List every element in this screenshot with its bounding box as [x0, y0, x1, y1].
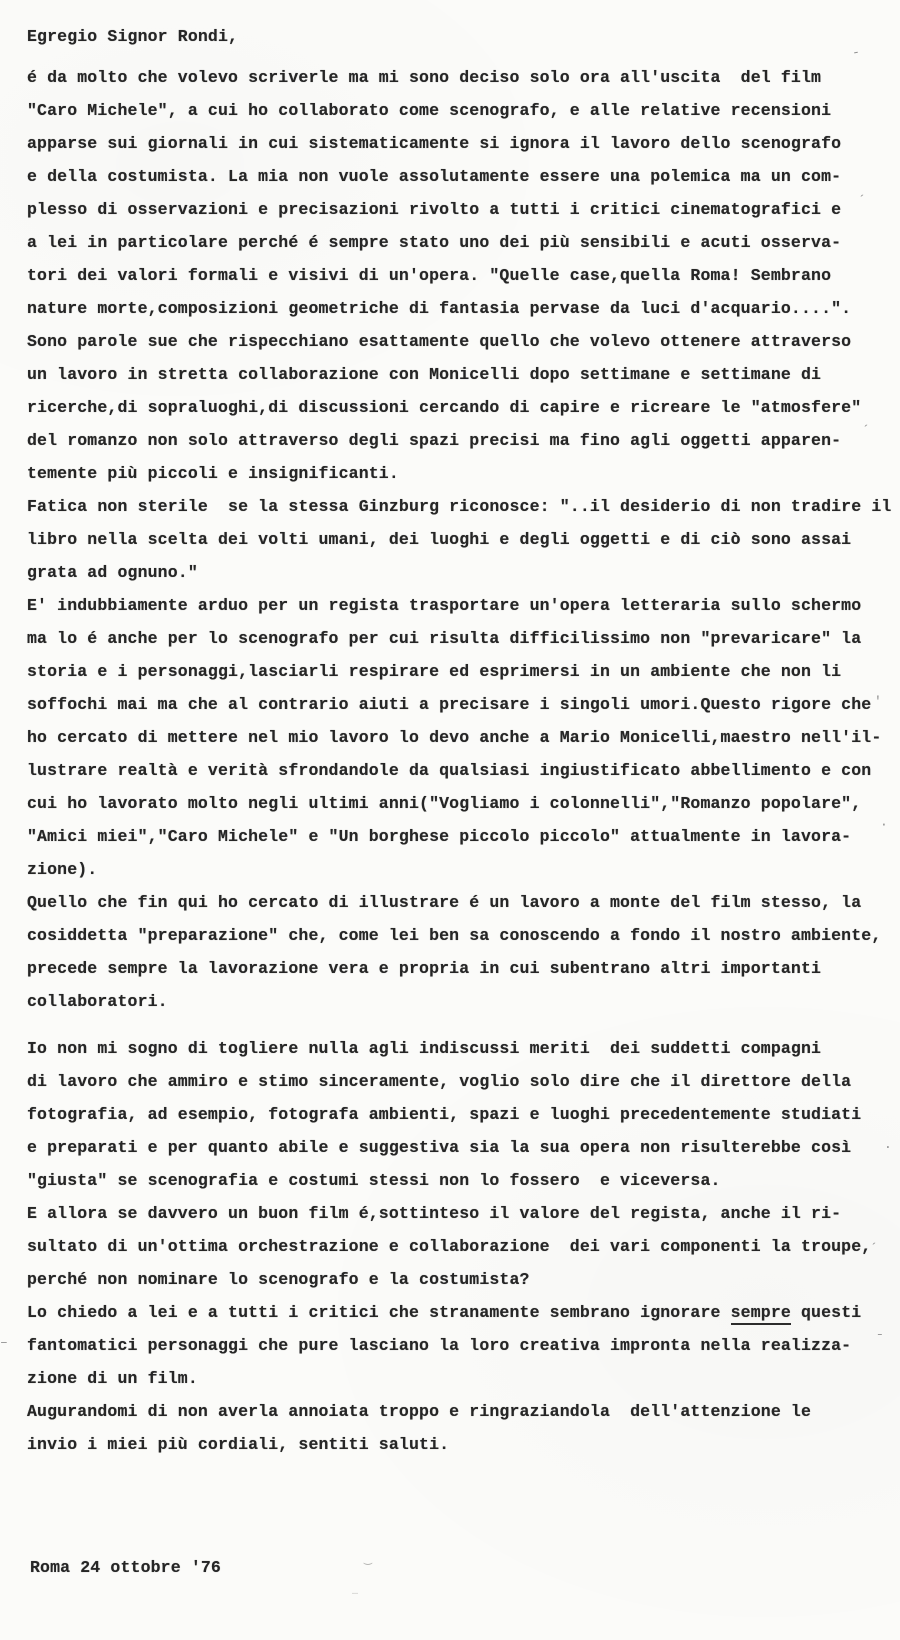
letter-body — [27, 61, 896, 1461]
line-text: soffochi mai ma che al contrario aiuti a precisare i singoli umori.Questo rigore che — [27, 695, 872, 714]
line-text: libro nella scelta dei volti umani, dei luoghi e degli oggetti e di ciò sono assai — [27, 530, 852, 549]
letter-line — [27, 688, 896, 721]
letter-line — [27, 523, 896, 556]
letter-line — [27, 325, 896, 358]
line-text: ricerche,di sopraluoghi,di discussioni cercando di capire e ricreare le "atmosfere" — [27, 398, 862, 417]
letter-line — [27, 160, 896, 193]
pencil-mark: ´ — [862, 423, 870, 438]
letter-line — [27, 424, 896, 457]
line-text: E allora se davvero un buon film é,sottinteso il valore del regista, anche il ri- — [27, 1204, 842, 1223]
letter-line — [27, 919, 896, 952]
line-text: nature morte,composizioni geometriche di fantasia pervase da luci d'acquario....". — [27, 299, 852, 318]
line-text: di lavoro che ammiro e stimo sinceramente, voglio solo dire che il direttore della — [27, 1072, 852, 1091]
line-text: cosiddetta "preparazione" che, come lei ben sa conoscendo a fondo il nostro ambiente, — [27, 926, 882, 945]
line-text: Io non mi sogno di togliere nulla agli indiscussi meriti dei suddetti compagni — [27, 1039, 822, 1058]
letter-line — [27, 817, 896, 853]
letter-line — [27, 193, 896, 226]
letter-line — [27, 226, 896, 259]
letter-line — [27, 1362, 896, 1395]
line-text: ma lo é anche per lo scenografo per cui risulta difficilissimo non "prevaricare" la — [27, 629, 862, 648]
line-text: "Amici miei","Caro Michele" e "Un borghese piccolo piccolo" attualmente in lavora- — [27, 827, 852, 846]
pencil-mark: ‿ — [364, 1551, 372, 1566]
line-text: lustrare realtà e verità sfrondandole da qualsiasi ingiustificato abbellimento e con — [27, 761, 872, 780]
letter-line — [27, 655, 896, 688]
line-text: é da molto che volevo scriverle ma mi sono deciso solo ora all'uscita del film — [27, 68, 822, 87]
letter-line — [27, 391, 896, 424]
line-text: a lei in particolare perché é sempre stato uno dei più sensibili e acuti osserva- — [27, 233, 842, 252]
line-text: zione di un film. — [27, 1369, 198, 1388]
line-text: sultato di un'ottima orchestrazione e collaborazione dei vari componenti la troupe, — [27, 1237, 872, 1256]
line-text: "Caro Michele", a cui ho collaborato come scenografo, e alle relative recensioni — [27, 101, 832, 120]
letter-line — [27, 292, 896, 325]
line-text: perché non nominare lo scenografo e la costumista? — [27, 1270, 530, 1289]
line-text: e della costumista. La mia non vuole assolutamente essere una polemica ma un com- — [27, 167, 842, 186]
letter-line — [27, 589, 896, 622]
letter-line — [27, 1131, 896, 1164]
line-text: fantomatici personaggi che pure lasciano la loro creativa impronta nella realizza- — [27, 1336, 852, 1355]
salutation: Egregio Signor Rondi, — [27, 27, 239, 46]
pencil-mark: – — [0, 1335, 8, 1350]
letter-content — [27, 20, 896, 1461]
line-text: Fatica non sterile se la stessa Ginzburg riconosce: "..il desiderio di non tradire il — [27, 497, 892, 516]
pencil-mark: ´ — [870, 1241, 878, 1256]
line-text: precede sempre la lavorazione vera e propria in cui subentrano altri importanti — [27, 959, 822, 978]
letter-line — [27, 259, 896, 292]
pencil-mark: ' — [874, 694, 882, 709]
line-text: E' indubbiamente arduo per un regista trasportare un'opera letteraria sullo schermo — [27, 596, 862, 615]
pencil-mark: … — [352, 1587, 359, 1598]
line-text: ho cercato di mettere nel mio lavoro lo devo anche a Mario Monicelli,maestro nell'il- — [27, 728, 882, 747]
letter-line — [27, 985, 896, 1018]
pencil-mark: - — [850, 44, 862, 61]
pencil-mark: · — [880, 817, 888, 832]
line-text: Quello che fin qui ho cercato di illustrare é un lavoro a monte del film stesso, la — [27, 893, 862, 912]
line-text-after: questi — [790, 1303, 862, 1322]
letter-line — [27, 1395, 896, 1428]
letter-line — [27, 853, 896, 886]
pencil-mark: – — [877, 1327, 883, 1342]
line-text: invio i miei più cordiali, sentiti saluti. — [27, 1435, 450, 1454]
letter-line — [27, 1098, 896, 1131]
letter-line — [27, 94, 896, 127]
letter-line — [27, 1164, 896, 1197]
line-text: plesso di osservazioni e precisazioni rivolto a tutti i critici cinematografici e — [27, 200, 842, 219]
letter-line — [27, 952, 896, 985]
letter-line — [27, 127, 896, 160]
letter-line — [27, 490, 896, 523]
date-line: Roma 24 ottobre '76 — [30, 1558, 221, 1577]
pencil-mark: . — [884, 1137, 892, 1152]
line-text: temente più piccoli e insignificanti. — [27, 464, 399, 483]
letter-line — [27, 1296, 896, 1329]
line-text: cui ho lavorato molto negli ultimi anni("Vogliamo i colonnelli","Romanzo popolare", — [27, 794, 862, 813]
letter-line — [27, 1263, 896, 1296]
line-text: Sono parole sue che rispecchiano esattamente quello che volevo ottenere attraverso — [27, 332, 852, 351]
line-text: Lo chiedo a lei e a tutti i critici che stranamente sembrano ignorare — [27, 1303, 731, 1322]
underlined-word: sempre — [731, 1303, 791, 1325]
letter-line — [27, 556, 896, 589]
letter-line — [27, 754, 896, 787]
line-text: del romanzo non solo attraverso degli spazi precisi ma fino agli oggetti apparen- — [27, 431, 842, 450]
line-text: un lavoro in stretta collaborazione con Monicelli dopo settimane e settimane di — [27, 365, 822, 384]
line-text: collaboratori. — [27, 992, 168, 1011]
letter-line — [27, 358, 896, 391]
line-text: storia e i personaggi,lasciarli respirare ed esprimersi in un ambiente che non li — [27, 662, 842, 681]
letter-line — [27, 886, 896, 919]
letter-line — [27, 61, 896, 94]
letter-line — [27, 622, 896, 655]
line-text: zione). — [27, 860, 98, 879]
letter-line — [27, 1329, 896, 1362]
line-text: grata ad ognuno." — [27, 563, 198, 582]
line-text: tori dei valori formali e visivi di un'opera. "Quelle case,quella Roma! Sembrano — [27, 266, 832, 285]
letter-line — [27, 1197, 896, 1230]
pencil-mark: ´ — [858, 193, 866, 208]
line-text: fotografia, ad esempio, fotografa ambienti, spazi e luoghi precedentemente studiati — [27, 1105, 862, 1124]
letter-line — [27, 1230, 896, 1263]
line-text: Augurandomi di non averla annoiata troppo e ringraziandola dell'attenzione le — [27, 1402, 812, 1421]
line-text: apparse sui giornali in cui sistematicamente si ignora il lavoro dello scenografo — [27, 134, 842, 153]
letter-line — [27, 1032, 896, 1065]
line-text: e preparati e per quanto abile e suggestiva sia la sua opera non risulterebbe così — [27, 1138, 852, 1157]
letter-line — [27, 457, 896, 490]
line-text: "giusta" se scenografia e costumi stessi non lo fossero e viceversa. — [27, 1171, 721, 1190]
letter-line — [27, 1428, 896, 1461]
letter-line — [27, 787, 896, 820]
letter-line — [27, 1065, 896, 1098]
letter-line — [27, 721, 896, 754]
